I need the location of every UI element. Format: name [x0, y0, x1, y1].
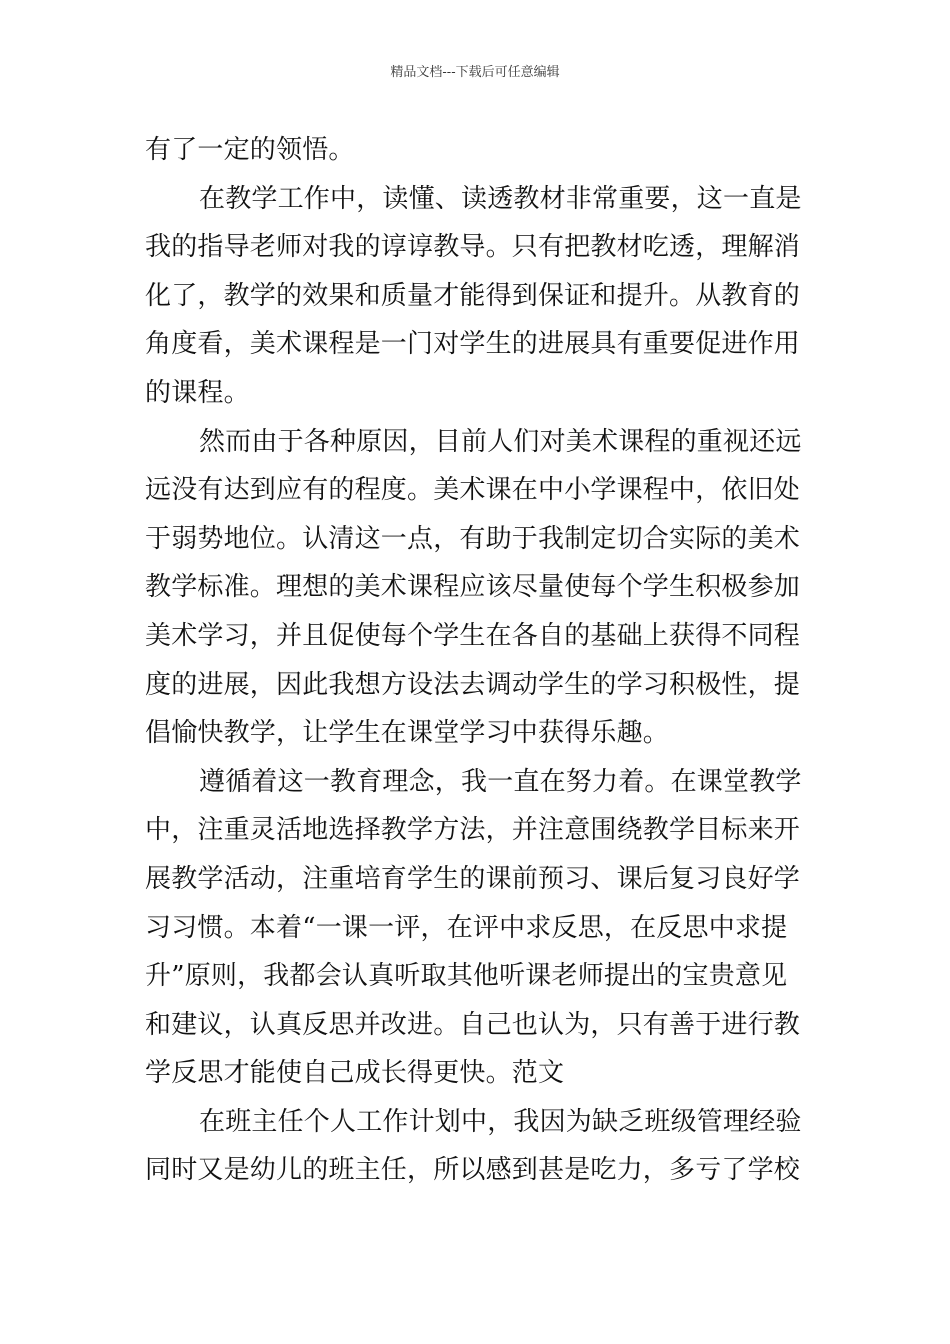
text-line: 习习惯。本着“一课一评，在评中求反思，在反思中求提	[145, 912, 788, 943]
page-header: 精品文档---下载后可任意编辑	[390, 65, 560, 80]
text-line: 在教学工作中，读懂、读透教材非常重要，这一直是	[199, 183, 802, 214]
text-line: 中，注重灵活地选择教学方法，并注意围绕教学目标来开	[145, 815, 801, 846]
text-line: 我的指导老师对我的谆谆教导。只有把教材吃透，理解消	[145, 232, 801, 263]
text-line: 有了一定的领悟。	[145, 135, 355, 165]
text-line: 远没有达到应有的程度。美术课在中小学课程中，依旧处	[145, 475, 801, 506]
text-line: 度的进展，因此我想方设法去调动学生的学习积极性，提	[145, 669, 801, 700]
text-line: 升”原则，我都会认真听取其他听课老师提出的宝贵意见	[145, 961, 788, 992]
text-line: 倡愉快教学，让学生在课堂学习中获得乐趣。	[145, 718, 670, 749]
document-body	[145, 126, 807, 1195]
text-line: 展教学活动，注重培育学生的课前预习、课后复习良好学	[145, 863, 801, 894]
text-line: 于弱势地位。认清这一点，有助于我制定切合实际的美术	[145, 523, 801, 554]
text-line: 学反思才能使自己成长得更快。范文	[145, 1058, 565, 1089]
text-line: 角度看，美术课程是一门对学生的进展具有重要促进作用	[145, 329, 801, 360]
text-line: 的课程。	[145, 377, 250, 408]
text-line: 同时又是幼儿的班主任，所以感到甚是吃力，多亏了学校	[145, 1155, 801, 1186]
text-line: 美术学习，并且促使每个学生在各自的基础上获得不同程	[145, 620, 801, 651]
text-line: 教学标准。理想的美术课程应该尽量使每个学生积极参加	[145, 572, 801, 603]
text-line: 然而由于各种原因，目前人们对美术课程的重视还远	[199, 426, 802, 457]
text-line: 化了，教学的效果和质量才能得到保证和提升。从教育的	[145, 280, 801, 311]
text-line: 和建议，认真反思并改进。自己也认为，只有善于进行教	[145, 1009, 801, 1040]
text-line: 在班主任个人工作计划中，我因为缺乏班级管理经验	[199, 1106, 802, 1137]
text-line: 遵循着这一教育理念，我一直在努力着。在课堂教学	[199, 766, 802, 797]
